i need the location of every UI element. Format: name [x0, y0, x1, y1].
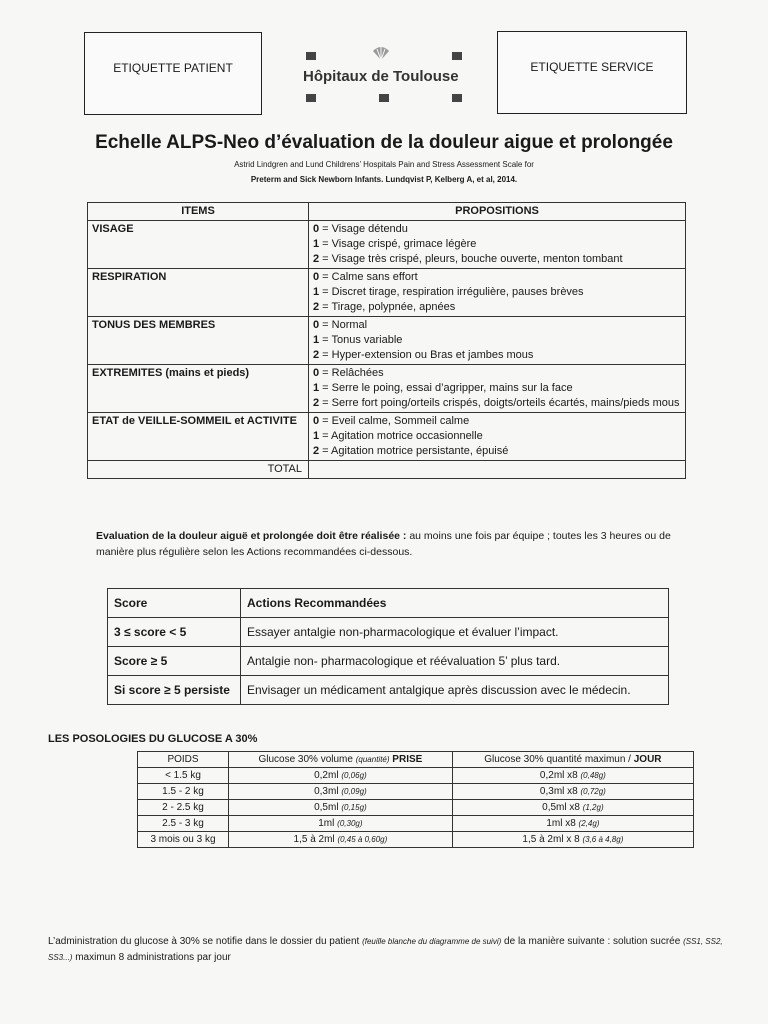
table-row	[88, 221, 686, 269]
subtitle-line-1: Astrid Lindgren and Lund Childrens’ Hospitals Pain and Stress Assessment Scale for	[234, 160, 534, 169]
proposition-text: = Serre fort poing/orteils crispés, doigts/orteils écartés, mains/pieds mous	[319, 397, 680, 409]
weight-cell: 1.5 - 2 kg	[138, 784, 229, 800]
table-row	[138, 768, 694, 784]
propositions-cell	[309, 221, 686, 269]
daily-cell	[452, 816, 693, 832]
table-row	[138, 800, 694, 816]
table-header-row	[88, 203, 686, 221]
proposition-line	[313, 318, 681, 333]
proposition-text: = Agitation motrice occasionnelle	[319, 430, 483, 442]
proposition-text: = Tirage, polypnée, apnées	[319, 301, 456, 313]
header-daily	[452, 752, 693, 768]
logo-square-icon	[452, 52, 462, 60]
score-cell: 3 ≤ score < 5	[108, 618, 241, 647]
evaluation-text: au moins une fois par équipe ; toutes les 3 heures ou de manière plus régulière selon les Actions recommandées ci-dessous.	[96, 530, 671, 558]
daily-grams: (2,4g)	[578, 819, 600, 828]
proposition-text: = Tonus variable	[319, 334, 403, 346]
subtitle-line-2: Preterm and Sick Newborn Infants. Lundqvist P, Kelberg A, et al, 2014.	[250, 175, 518, 184]
proposition-text: = Normal	[319, 319, 368, 331]
proposition-line	[313, 366, 681, 381]
proposition-score: 1	[313, 430, 320, 442]
proposition-score: 0	[313, 415, 320, 427]
volume-value: 1,5 à 2ml	[293, 834, 338, 845]
hospital-name: Hôpitaux de Toulouse	[303, 68, 459, 85]
daily-value: 0,3ml x8	[539, 786, 581, 797]
weight-cell: 3 mois ou 3 kg	[138, 832, 229, 848]
action-cell: Essayer antalgie non-pharmacologique et évaluer l’impact.	[241, 618, 669, 647]
volume-cell	[229, 800, 453, 816]
total-label: TOTAL	[88, 461, 309, 479]
proposition-text: = Agitation motrice persistante, épuisé	[319, 445, 509, 457]
volume-cell	[229, 768, 453, 784]
header-daily-text: Glucose 30% quantité maximun /	[484, 754, 634, 765]
propositions-cell	[309, 365, 686, 413]
table-row	[138, 784, 694, 800]
daily-cell	[452, 800, 693, 816]
proposition-score: 2	[313, 253, 320, 265]
table-row	[88, 317, 686, 365]
volume-cell	[229, 816, 453, 832]
evaluation-bold: Evaluation de la douleur aiguë et prolongée doit être réalisée :	[96, 530, 407, 542]
volume-value: 0,2ml	[314, 770, 342, 781]
header-propositions: PROPOSITIONS	[309, 203, 686, 221]
proposition-line	[313, 381, 681, 396]
daily-cell	[452, 784, 693, 800]
header-volume-note: (quantité)	[355, 755, 390, 764]
proposition-text: = Visage très crispé, pleurs, bouche ouverte, menton tombant	[319, 253, 623, 265]
actions-table	[107, 588, 669, 705]
table-row	[108, 647, 669, 676]
proposition-line	[313, 300, 681, 315]
table-row	[138, 832, 694, 848]
table-header-row	[108, 589, 669, 618]
proposition-score: 2	[313, 301, 320, 313]
propositions-cell	[309, 269, 686, 317]
proposition-score: 0	[313, 319, 320, 331]
daily-cell	[452, 832, 693, 848]
proposition-text: = Relâchées	[319, 367, 384, 379]
proposition-score: 1	[313, 286, 320, 298]
service-label: ETIQUETTE SERVICE	[530, 60, 654, 74]
header-volume-prise: PRISE	[389, 754, 423, 765]
proposition-score: 2	[313, 397, 320, 409]
volume-grams: (0,15g)	[341, 803, 367, 812]
proposition-score: 0	[313, 271, 320, 283]
volume-grams: (0,06g)	[341, 771, 367, 780]
volume-grams: (0,45 à 0,60g)	[337, 835, 388, 844]
action-cell: Envisager un médicament antalgique après discussion avec le médecin.	[241, 676, 669, 705]
item-name: ETAT de VEILLE-SOMMEIL et ACTIVITE	[88, 413, 309, 461]
logo-square-icon	[452, 94, 462, 102]
daily-grams: (0,72g)	[580, 787, 606, 796]
item-name: TONUS DES MEMBRES	[88, 317, 309, 365]
daily-grams: (0,48g)	[580, 771, 606, 780]
proposition-text: = Calme sans effort	[319, 271, 418, 283]
proposition-score: 1	[313, 238, 320, 250]
item-name: EXTREMITES (mains et pieds)	[88, 365, 309, 413]
footer-note-2: (SS1, SS2, SS3...)	[48, 937, 723, 962]
table-row	[108, 618, 669, 647]
proposition-line	[313, 222, 681, 237]
score-cell: Si score ≥ 5 persiste	[108, 676, 241, 705]
proposition-text: = Hyper-extension ou Bras et jambes mous	[319, 349, 534, 361]
footer-note	[48, 934, 728, 966]
propositions-cell	[309, 317, 686, 365]
header-items: ITEMS	[88, 203, 309, 221]
footer-text-1: L’administration du glucose à 30% se notifie dans le dossier du patient	[48, 936, 363, 947]
header-volume	[229, 752, 453, 768]
table-row	[88, 269, 686, 317]
logo-square-icon	[379, 94, 389, 102]
volume-value: 0,5ml	[314, 802, 342, 813]
volume-value: 0,3ml	[314, 786, 342, 797]
volume-cell	[229, 832, 453, 848]
total-value	[309, 461, 686, 479]
proposition-line	[313, 444, 681, 459]
propositions-cell	[309, 413, 686, 461]
logo-square-icon	[306, 52, 316, 60]
proposition-line	[313, 414, 681, 429]
glucose-section-title: LES POSOLOGIES DU GLUCOSE A 30%	[48, 733, 258, 745]
header-score: Score	[108, 589, 241, 618]
volume-grams: (0,09g)	[341, 787, 367, 796]
item-name: VISAGE	[88, 221, 309, 269]
proposition-text: = Visage détendu	[319, 223, 408, 235]
table-row	[88, 365, 686, 413]
table-row	[108, 676, 669, 705]
proposition-line	[313, 429, 681, 444]
alps-scale-table	[87, 202, 686, 479]
proposition-line	[313, 270, 681, 285]
shell-icon	[372, 45, 390, 61]
patient-label-box	[84, 32, 262, 115]
page-title: Echelle ALPS-Neo d’évaluation de la douleur aigue et prolongée	[95, 132, 673, 153]
weight-cell: 2 - 2.5 kg	[138, 800, 229, 816]
daily-cell	[452, 768, 693, 784]
proposition-text: = Eveil calme, Sommeil calme	[319, 415, 470, 427]
header-volume-text: Glucose 30% volume	[258, 754, 356, 765]
daily-value: 1ml x8	[546, 818, 579, 829]
table-row	[138, 816, 694, 832]
header-actions: Actions Recommandées	[241, 589, 669, 618]
proposition-score: 2	[313, 349, 320, 361]
proposition-line	[313, 333, 681, 348]
proposition-score: 0	[313, 367, 320, 379]
proposition-text: = Visage crispé, grimace légère	[319, 238, 477, 250]
glucose-table	[137, 751, 694, 848]
item-name: RESPIRATION	[88, 269, 309, 317]
daily-value: 1,5 à 2ml x 8	[522, 834, 583, 845]
weight-cell: < 1.5 kg	[138, 768, 229, 784]
proposition-line	[313, 396, 681, 411]
daily-grams: (3,6 à 4,8g)	[582, 835, 624, 844]
volume-grams: (0,30g)	[337, 819, 363, 828]
table-row	[88, 413, 686, 461]
daily-value: 0,5ml x8	[542, 802, 583, 813]
action-cell: Antalgie non- pharmacologique et réévaluation 5’ plus tard.	[241, 647, 669, 676]
proposition-text: = Discret tirage, respiration irrégulière, pauses brèves	[319, 286, 584, 298]
total-row	[88, 461, 686, 479]
score-cell: Score ≥ 5	[108, 647, 241, 676]
proposition-text: = Serre le poing, essai d’agripper, mains sur la face	[319, 382, 573, 394]
proposition-line	[313, 252, 681, 267]
proposition-score: 1	[313, 334, 320, 346]
footer-text-2: de la manière suivante : solution sucrée	[501, 936, 684, 947]
footer-text-3: maximun 8 administrations par jour	[72, 952, 231, 963]
proposition-score: 1	[313, 382, 320, 394]
proposition-line	[313, 237, 681, 252]
header-daily-jour: JOUR	[633, 754, 662, 765]
evaluation-paragraph	[96, 528, 696, 560]
patient-label: ETIQUETTE PATIENT	[113, 61, 233, 75]
proposition-line	[313, 348, 681, 363]
daily-value: 0,2ml x8	[539, 770, 581, 781]
volume-cell	[229, 784, 453, 800]
logo-square-icon	[306, 94, 316, 102]
table-header-row	[138, 752, 694, 768]
weight-cell: 2.5 - 3 kg	[138, 816, 229, 832]
service-label-box	[497, 31, 687, 114]
proposition-line	[313, 285, 681, 300]
header-weight: POIDS	[138, 752, 229, 768]
proposition-score: 2	[313, 445, 320, 457]
daily-grams: (1,2g)	[582, 803, 604, 812]
proposition-score: 0	[313, 223, 320, 235]
footer-note-1: (feuille blanche du diagramme de suivi)	[362, 937, 502, 946]
volume-value: 1ml	[318, 818, 338, 829]
